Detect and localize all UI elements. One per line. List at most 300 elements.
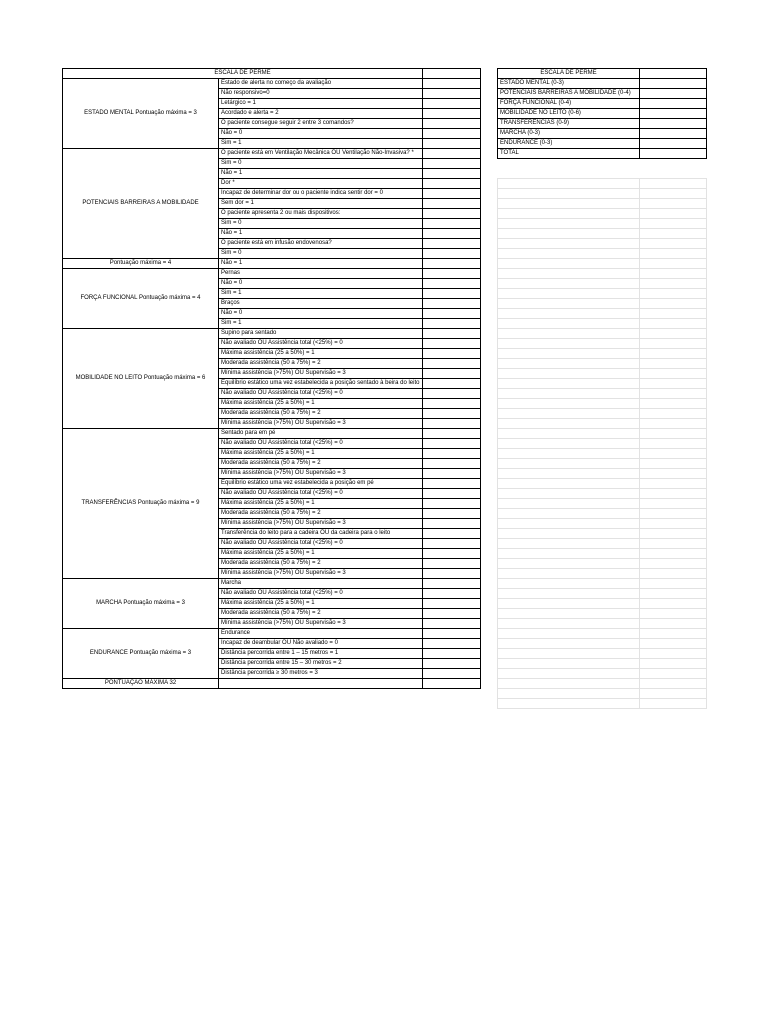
score-cell[interactable] bbox=[423, 139, 481, 149]
grid-cell[interactable] bbox=[498, 559, 640, 569]
score-cell[interactable] bbox=[423, 209, 481, 219]
grid-cell[interactable] bbox=[640, 679, 707, 689]
score-cell[interactable] bbox=[423, 119, 481, 129]
grid-row bbox=[498, 259, 707, 269]
score-cell[interactable] bbox=[423, 349, 481, 359]
grid-cell[interactable] bbox=[640, 699, 707, 709]
grid-cell[interactable] bbox=[640, 579, 707, 589]
grid-cell[interactable] bbox=[640, 299, 707, 309]
criterion-cell: Marcha bbox=[219, 579, 423, 589]
grid-row bbox=[498, 659, 707, 669]
score-cell[interactable] bbox=[423, 519, 481, 529]
grid-cell[interactable] bbox=[498, 329, 640, 339]
grid-row bbox=[498, 369, 707, 379]
criterion-cell: Máxima assistência (25 a 50%) = 1 bbox=[219, 349, 423, 359]
score-cell[interactable] bbox=[423, 289, 481, 299]
score-cell[interactable] bbox=[423, 309, 481, 319]
criterion-cell: Sim = 1 bbox=[219, 139, 423, 149]
summary-label: MARCHA (0-3) bbox=[498, 129, 640, 139]
criterion-cell: Não responsivo=0 bbox=[219, 89, 423, 99]
summary-header-row bbox=[498, 69, 707, 79]
grid-cell[interactable] bbox=[498, 309, 640, 319]
section-label: ESTADO MENTAL Pontuação máxima = 3 bbox=[63, 79, 219, 149]
score-cell[interactable] bbox=[423, 219, 481, 229]
grid-cell[interactable] bbox=[640, 349, 707, 359]
summary-score-cell[interactable] bbox=[640, 119, 707, 129]
summary-row bbox=[498, 149, 707, 159]
score-cell[interactable] bbox=[423, 529, 481, 539]
score-cell[interactable] bbox=[423, 619, 481, 629]
grid-cell[interactable] bbox=[498, 369, 640, 379]
grid-cell[interactable] bbox=[640, 449, 707, 459]
grid-cell[interactable] bbox=[498, 249, 640, 259]
score-cell[interactable] bbox=[423, 249, 481, 259]
grid-cell[interactable] bbox=[498, 619, 640, 629]
grid-cell[interactable] bbox=[640, 589, 707, 599]
score-cell[interactable] bbox=[423, 389, 481, 399]
grid-cell[interactable] bbox=[498, 319, 640, 329]
grid-cell[interactable] bbox=[498, 699, 640, 709]
grid-cell[interactable] bbox=[498, 289, 640, 299]
grid-cell[interactable] bbox=[640, 569, 707, 579]
grid-row bbox=[498, 519, 707, 529]
criterion-cell: O paciente consegue seguir 2 entre 3 comandos? bbox=[219, 119, 423, 129]
grid-cell[interactable] bbox=[498, 339, 640, 349]
grid-row bbox=[498, 299, 707, 309]
summary-label: FORÇA FUNCIONAL (0-4) bbox=[498, 99, 640, 109]
grid-cell[interactable] bbox=[640, 439, 707, 449]
grid-cell[interactable] bbox=[640, 529, 707, 539]
summary-score-cell[interactable] bbox=[640, 79, 707, 89]
grid-cell[interactable] bbox=[640, 409, 707, 419]
criterion-cell: Moderada assistência (50 a 75%) = 2 bbox=[219, 409, 423, 419]
criterion-cell: Mínima assistência (>75%) OU Supervisão = 3 bbox=[219, 419, 423, 429]
grid-row bbox=[498, 309, 707, 319]
score-cell[interactable] bbox=[423, 89, 481, 99]
grid-row bbox=[498, 459, 707, 469]
score-cell[interactable] bbox=[423, 229, 481, 239]
score-cell[interactable] bbox=[423, 479, 481, 489]
grid-cell[interactable] bbox=[498, 519, 640, 529]
grid-cell[interactable] bbox=[640, 479, 707, 489]
grid-cell[interactable] bbox=[640, 639, 707, 649]
grid-cell[interactable] bbox=[498, 379, 640, 389]
grid-cell[interactable] bbox=[498, 349, 640, 359]
score-cell[interactable] bbox=[423, 569, 481, 579]
grid-cell[interactable] bbox=[498, 429, 640, 439]
grid-row bbox=[498, 359, 707, 369]
grid-cell[interactable] bbox=[498, 409, 640, 419]
grid-cell[interactable] bbox=[498, 219, 640, 229]
grid-row bbox=[498, 429, 707, 439]
grid-row bbox=[498, 239, 707, 249]
criterion-cell: Mínima assistência (>75%) OU Supervisão = 3 bbox=[219, 519, 423, 529]
grid-row bbox=[498, 379, 707, 389]
grid-cell[interactable] bbox=[640, 559, 707, 569]
score-cell[interactable] bbox=[423, 599, 481, 609]
criterion-cell: Não avaliado OU Assistência total (<25%) = 0 bbox=[219, 339, 423, 349]
score-cell[interactable] bbox=[423, 539, 481, 549]
criterion-cell: Sim = 1 bbox=[219, 319, 423, 329]
grid-cell[interactable] bbox=[498, 179, 640, 189]
grid-cell[interactable] bbox=[640, 389, 707, 399]
summary-row bbox=[498, 119, 707, 129]
summary-score-cell[interactable] bbox=[640, 149, 707, 159]
grid-cell[interactable] bbox=[498, 579, 640, 589]
section-label: PONTUAÇÃO MÁXIMA 32 bbox=[63, 679, 219, 689]
grid-cell[interactable] bbox=[640, 179, 707, 189]
score-cell[interactable] bbox=[423, 169, 481, 179]
grid-cell[interactable] bbox=[498, 449, 640, 459]
blank-cell[interactable] bbox=[640, 69, 707, 79]
criterion-cell: Não = 1 bbox=[219, 229, 423, 239]
grid-cell[interactable] bbox=[640, 599, 707, 609]
score-cell[interactable] bbox=[423, 589, 481, 599]
grid-cell[interactable] bbox=[498, 269, 640, 279]
criterion-cell: Incapaz de deambular OU Não avaliado = 0 bbox=[219, 639, 423, 649]
score-cell[interactable] bbox=[423, 99, 481, 109]
criterion-cell: Equilíbrio estático uma vez estabelecida a posição sentado à beira do leito bbox=[219, 379, 423, 389]
perme-scale-table bbox=[62, 68, 481, 689]
score-cell[interactable] bbox=[423, 639, 481, 649]
criterion-cell: Equilíbrio estático uma vez estabelecida a posição em pé bbox=[219, 479, 423, 489]
score-cell[interactable] bbox=[423, 129, 481, 139]
score-cell[interactable] bbox=[423, 79, 481, 89]
grid-row bbox=[498, 529, 707, 539]
criterion-cell: Sim = 0 bbox=[219, 159, 423, 169]
table-row bbox=[63, 329, 481, 339]
grid-cell[interactable] bbox=[640, 649, 707, 659]
grid-row bbox=[498, 569, 707, 579]
grid-cell[interactable] bbox=[498, 439, 640, 449]
grid-row bbox=[498, 689, 707, 699]
score-cell[interactable] bbox=[423, 409, 481, 419]
section-label: Pontuação máxima = 4 bbox=[63, 259, 219, 269]
grid-cell[interactable] bbox=[640, 459, 707, 469]
grid-cell[interactable] bbox=[640, 399, 707, 409]
grid-cell[interactable] bbox=[640, 629, 707, 639]
summary-score-cell[interactable] bbox=[640, 139, 707, 149]
grid-cell[interactable] bbox=[640, 339, 707, 349]
score-cell[interactable] bbox=[423, 149, 481, 159]
criterion-cell: Sentado para em pé bbox=[219, 429, 423, 439]
grid-row bbox=[498, 489, 707, 499]
grid-cell[interactable] bbox=[640, 609, 707, 619]
grid-row bbox=[498, 589, 707, 599]
summary-row bbox=[498, 99, 707, 109]
grid-row bbox=[498, 639, 707, 649]
grid-cell[interactable] bbox=[640, 309, 707, 319]
summary-row bbox=[498, 89, 707, 99]
grid-row bbox=[498, 609, 707, 619]
grid-cell[interactable] bbox=[640, 429, 707, 439]
grid-cell[interactable] bbox=[498, 689, 640, 699]
grid-cell[interactable] bbox=[498, 589, 640, 599]
criterion-cell: Máxima assistência (25 a 50%) = 1 bbox=[219, 599, 423, 609]
score-cell[interactable] bbox=[423, 659, 481, 669]
score-cell[interactable] bbox=[423, 239, 481, 249]
summary-score-cell[interactable] bbox=[640, 99, 707, 109]
score-cell[interactable] bbox=[423, 399, 481, 409]
grid-cell[interactable] bbox=[640, 539, 707, 549]
score-cell[interactable] bbox=[423, 669, 481, 679]
blank-cell[interactable] bbox=[423, 69, 481, 79]
criterion-cell: O paciente está em infusão endovenosa? bbox=[219, 239, 423, 249]
criterion-cell: Máxima assistência (25 a 50%) = 1 bbox=[219, 549, 423, 559]
grid-cell[interactable] bbox=[640, 369, 707, 379]
summary-score-cell[interactable] bbox=[640, 129, 707, 139]
grid-cell[interactable] bbox=[498, 509, 640, 519]
grid-cell[interactable] bbox=[640, 509, 707, 519]
score-cell[interactable] bbox=[423, 419, 481, 429]
score-cell[interactable] bbox=[423, 439, 481, 449]
grid-cell[interactable] bbox=[640, 469, 707, 479]
summary-row bbox=[498, 139, 707, 149]
grid-row bbox=[498, 699, 707, 709]
grid-cell[interactable] bbox=[498, 549, 640, 559]
grid-cell[interactable] bbox=[640, 619, 707, 629]
score-cell[interactable] bbox=[423, 159, 481, 169]
grid-row bbox=[498, 319, 707, 329]
summary-label: POTENCIAIS BARREIRAS A MOBILIDADE (0-4) bbox=[498, 89, 640, 99]
criterion-cell: Dor * bbox=[219, 179, 423, 189]
score-cell[interactable] bbox=[423, 499, 481, 509]
grid-cell[interactable] bbox=[640, 189, 707, 199]
score-cell[interactable] bbox=[423, 559, 481, 569]
summary-score-cell[interactable] bbox=[640, 89, 707, 99]
grid-cell[interactable] bbox=[498, 649, 640, 659]
section-label: TRANSFERÊNCIAS Pontuação máxima = 9 bbox=[63, 429, 219, 579]
criterion-cell: Não = 0 bbox=[219, 279, 423, 289]
grid-row bbox=[498, 669, 707, 679]
score-cell[interactable] bbox=[423, 319, 481, 329]
score-cell[interactable] bbox=[423, 649, 481, 659]
criterion-cell: Mínima assistência (>75%) OU Supervisão = 3 bbox=[219, 569, 423, 579]
grid-row bbox=[498, 679, 707, 689]
grid-row bbox=[498, 329, 707, 339]
grid-row bbox=[498, 179, 707, 189]
summary-score-cell[interactable] bbox=[640, 109, 707, 119]
grid-cell[interactable] bbox=[498, 609, 640, 619]
score-cell[interactable] bbox=[423, 269, 481, 279]
criterion-cell: Não avaliado OU Assistência total (<25%) = 0 bbox=[219, 439, 423, 449]
section-label: MARCHA Pontuação máxima = 3 bbox=[63, 579, 219, 629]
grid-cell[interactable] bbox=[498, 229, 640, 239]
grid-cell[interactable] bbox=[498, 669, 640, 679]
score-cell[interactable] bbox=[423, 259, 481, 269]
grid-cell[interactable] bbox=[640, 229, 707, 239]
grid-row bbox=[498, 209, 707, 219]
score-cell[interactable] bbox=[423, 369, 481, 379]
criterion-cell: Sim = 0 bbox=[219, 219, 423, 229]
summary-label: TRANSFERÊNCIAS (0-9) bbox=[498, 119, 640, 129]
criterion-cell: Supino para sentado bbox=[219, 329, 423, 339]
grid-cell[interactable] bbox=[498, 199, 640, 209]
score-cell[interactable] bbox=[423, 449, 481, 459]
score-cell[interactable] bbox=[423, 199, 481, 209]
grid-cell[interactable] bbox=[640, 199, 707, 209]
criterion-cell: O paciente está em Ventilação Mecânica OU Ventilação Não-Invasiva? * bbox=[219, 149, 423, 159]
grid-cell[interactable] bbox=[640, 269, 707, 279]
grid-cell[interactable] bbox=[498, 389, 640, 399]
table-row bbox=[63, 429, 481, 439]
grid-cell[interactable] bbox=[498, 279, 640, 289]
grid-cell[interactable] bbox=[498, 209, 640, 219]
criterion-cell: Não avaliado OU Assistência total (<25%) = 0 bbox=[219, 389, 423, 399]
criterion-cell: Não = 0 bbox=[219, 309, 423, 319]
grid-cell[interactable] bbox=[498, 489, 640, 499]
grid-cell[interactable] bbox=[498, 469, 640, 479]
criterion-cell: Não = 1 bbox=[219, 259, 423, 269]
grid-row bbox=[498, 539, 707, 549]
grid-cell[interactable] bbox=[640, 669, 707, 679]
grid-cell[interactable] bbox=[640, 239, 707, 249]
grid-cell[interactable] bbox=[498, 479, 640, 489]
grid-row bbox=[498, 579, 707, 589]
criterion-cell: Máxima assistência (25 a 50%) = 1 bbox=[219, 499, 423, 509]
grid-cell[interactable] bbox=[640, 289, 707, 299]
score-cell[interactable] bbox=[423, 179, 481, 189]
grid-cell[interactable] bbox=[498, 639, 640, 649]
summary-label: TOTAL bbox=[498, 149, 640, 159]
grid-cell[interactable] bbox=[498, 239, 640, 249]
grid-cell[interactable] bbox=[640, 259, 707, 269]
criterion-cell: Máxima assistência (25 a 50%) = 1 bbox=[219, 399, 423, 409]
criterion-cell: Letárgico = 1 bbox=[219, 99, 423, 109]
grid-cell[interactable] bbox=[640, 419, 707, 429]
summary-title: ESCALA DE PERME bbox=[498, 69, 640, 79]
grid-cell[interactable] bbox=[640, 359, 707, 369]
score-cell[interactable] bbox=[423, 339, 481, 349]
score-cell[interactable] bbox=[423, 429, 481, 439]
grid-cell[interactable] bbox=[640, 319, 707, 329]
score-cell[interactable] bbox=[423, 509, 481, 519]
table-row bbox=[63, 259, 481, 269]
grid-row bbox=[498, 629, 707, 639]
score-cell[interactable] bbox=[423, 579, 481, 589]
grid-row bbox=[498, 479, 707, 489]
grid-cell[interactable] bbox=[640, 519, 707, 529]
grid-cell[interactable] bbox=[498, 499, 640, 509]
grid-cell[interactable] bbox=[498, 419, 640, 429]
score-cell[interactable] bbox=[423, 299, 481, 309]
grid-row bbox=[498, 549, 707, 559]
criterion-cell: Mínima assistência (>75%) OU Supervisão = 3 bbox=[219, 469, 423, 479]
grid-cell[interactable] bbox=[640, 249, 707, 259]
grid-cell[interactable] bbox=[498, 629, 640, 639]
grid-cell[interactable] bbox=[498, 529, 640, 539]
section-label: MOBILIDADE NO LEITO Pontuação máxima = 6 bbox=[63, 329, 219, 429]
grid-row bbox=[498, 279, 707, 289]
grid-row bbox=[498, 399, 707, 409]
criterion-cell: Moderada assistência (50 a 75%) = 2 bbox=[219, 459, 423, 469]
score-cell[interactable] bbox=[423, 189, 481, 199]
score-cell[interactable] bbox=[423, 469, 481, 479]
grid-cell[interactable] bbox=[498, 569, 640, 579]
grid-row bbox=[498, 269, 707, 279]
grid-row bbox=[498, 499, 707, 509]
score-cell[interactable] bbox=[423, 359, 481, 369]
table-row bbox=[63, 579, 481, 589]
grid-row bbox=[498, 199, 707, 209]
table-row bbox=[63, 149, 481, 159]
grid-row bbox=[498, 509, 707, 519]
section-label: POTENCIAIS BARREIRAS A MOBILIDADE bbox=[63, 149, 219, 259]
criterion-cell: Incapaz de determinar dor ou o paciente indica sentir dor = 0 bbox=[219, 189, 423, 199]
grid-row bbox=[498, 439, 707, 449]
score-cell[interactable] bbox=[423, 549, 481, 559]
criterion-cell: Não avaliado OU Assistência total (<25%) = 0 bbox=[219, 489, 423, 499]
grid-cell[interactable] bbox=[498, 459, 640, 469]
grid-cell[interactable] bbox=[640, 659, 707, 669]
grid-cell[interactable] bbox=[640, 279, 707, 289]
grid-row bbox=[498, 469, 707, 479]
table-row bbox=[63, 629, 481, 639]
table-row bbox=[63, 679, 481, 689]
table-row bbox=[63, 269, 481, 279]
grid-cell[interactable] bbox=[498, 299, 640, 309]
score-cell[interactable] bbox=[423, 279, 481, 289]
grid-cell[interactable] bbox=[498, 189, 640, 199]
grid-row bbox=[498, 619, 707, 629]
grid-row bbox=[498, 419, 707, 429]
criterion-cell: Não avaliado OU Assistência total (<25%) = 0 bbox=[219, 539, 423, 549]
grid-cell[interactable] bbox=[640, 209, 707, 219]
criterion-cell: Sim = 0 bbox=[219, 249, 423, 259]
grid-cell[interactable] bbox=[498, 359, 640, 369]
grid-cell[interactable] bbox=[640, 329, 707, 339]
criterion-cell: Não = 1 bbox=[219, 169, 423, 179]
grid-cell[interactable] bbox=[498, 659, 640, 669]
grid-cell[interactable] bbox=[498, 399, 640, 409]
grid-cell[interactable] bbox=[640, 549, 707, 559]
header-row bbox=[63, 69, 481, 79]
grid-cell[interactable] bbox=[498, 679, 640, 689]
empty-spreadsheet-grid bbox=[497, 178, 707, 709]
grid-row bbox=[498, 289, 707, 299]
criterion-cell: Não = 0 bbox=[219, 129, 423, 139]
grid-cell[interactable] bbox=[640, 379, 707, 389]
score-cell[interactable] bbox=[423, 679, 481, 689]
grid-row bbox=[498, 389, 707, 399]
score-cell[interactable] bbox=[423, 379, 481, 389]
grid-row bbox=[498, 339, 707, 349]
criterion-cell: Moderada assistência (50 a 75%) = 2 bbox=[219, 559, 423, 569]
grid-cell[interactable] bbox=[640, 219, 707, 229]
summary-row bbox=[498, 109, 707, 119]
grid-cell[interactable] bbox=[498, 599, 640, 609]
grid-row bbox=[498, 349, 707, 359]
score-cell[interactable] bbox=[423, 629, 481, 639]
section-label: FORÇA FUNCIONAL Pontuação máxima = 4 bbox=[63, 269, 219, 329]
grid-cell[interactable] bbox=[498, 539, 640, 549]
grid-cell[interactable] bbox=[640, 689, 707, 699]
grid-cell[interactable] bbox=[640, 489, 707, 499]
score-cell[interactable] bbox=[423, 459, 481, 469]
score-cell[interactable] bbox=[423, 489, 481, 499]
score-cell[interactable] bbox=[423, 609, 481, 619]
grid-cell[interactable] bbox=[498, 259, 640, 269]
summary-row bbox=[498, 129, 707, 139]
grid-row bbox=[498, 449, 707, 459]
criterion-cell bbox=[219, 679, 423, 689]
grid-row bbox=[498, 229, 707, 239]
score-cell[interactable] bbox=[423, 109, 481, 119]
grid-cell[interactable] bbox=[640, 499, 707, 509]
score-cell[interactable] bbox=[423, 329, 481, 339]
grid-row bbox=[498, 649, 707, 659]
criterion-cell: Distância percorrida ≥ 30 metros = 3 bbox=[219, 669, 423, 679]
